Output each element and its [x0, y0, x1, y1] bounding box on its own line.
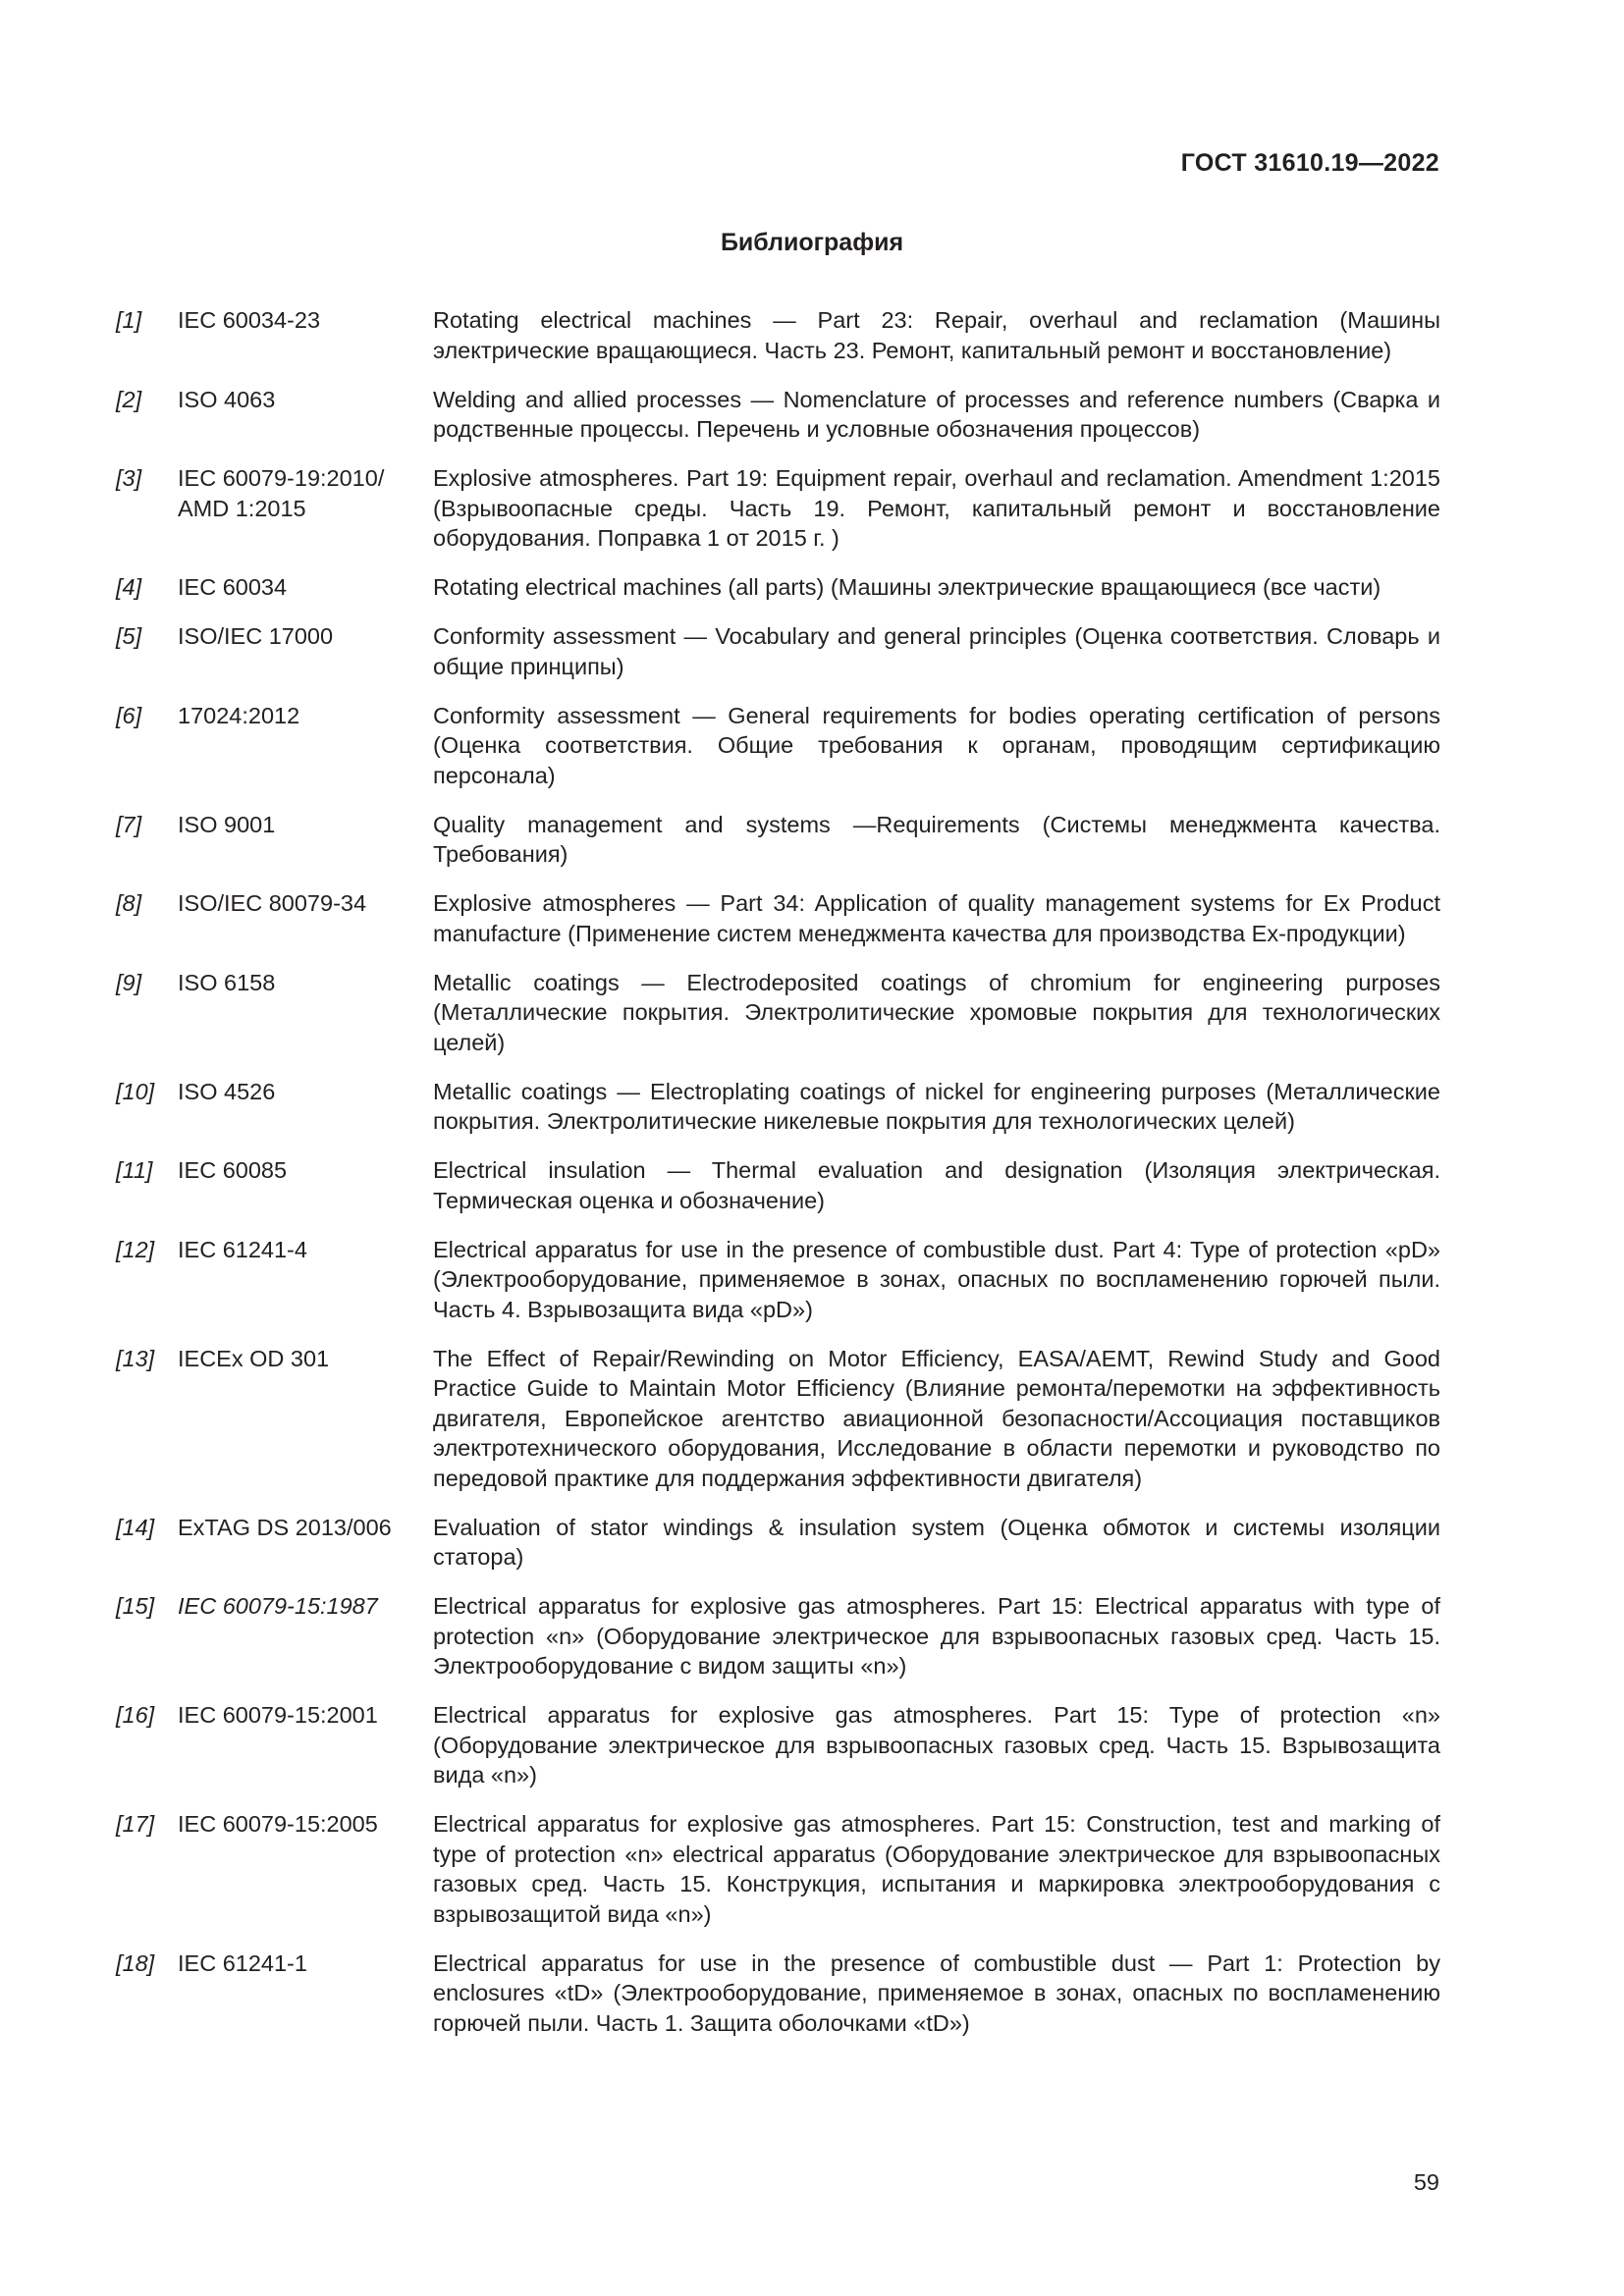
entry-description: Conformity assessment — General requirements for bodies operating certification of persons (Оценка соответствия. Общие требования к органам, проводящим сертификацию персонала) — [433, 702, 1440, 788]
entry-description: Electrical apparatus for use in the presence of combustible dust. Part 4: Type of protection «pD» (Электрооборудование, применяемое в зонах, опасных по воспламенению горючей пыли. Часть 4. Взрывозащита вида «pD») — [433, 1236, 1440, 1322]
entry-number: [7] — [116, 811, 142, 837]
bibliography-entry — [116, 1591, 1440, 1682]
bibliography-entry — [116, 888, 1440, 948]
bibliography-entry — [116, 621, 1440, 681]
entry-standard-code: IEC 60079-15:1987 — [178, 1593, 378, 1619]
entry-number: [5] — [116, 623, 142, 649]
bibliography-list — [116, 305, 1440, 2057]
entry-number: [14] — [116, 1514, 155, 1540]
entry-description: Rotating electrical machines — Part 23: Repair, overhaul and reclamation (Машины электрические вращающиеся. Часть 23. Ремонт, капитальный ремонт и восстановление) — [433, 307, 1440, 363]
entry-description: Explosive atmospheres. Part 19: Equipment repair, overhaul and reclamation. Amendment 1:2015 (Взрывоопасные среды. Часть 19. Ремонт, капитальный ремонт и восстановление оборудования. Поправка 1 от 2015 г. ) — [433, 465, 1440, 551]
bibliography-entry — [116, 701, 1440, 791]
entry-number: [13] — [116, 1345, 155, 1371]
document-code: ГОСТ 31610.19—2022 — [1180, 149, 1439, 177]
entry-description: The Effect of Repair/Rewinding on Motor Efficiency, EASA/AEMT, Rewind Study and Good Practice Guide to Maintain Motor Efficiency (Влияние ремонта/перемотки на эффективность двигателя, Европейское агентство авиационной безопасности/Ассоциация поставщиков электротехнического оборудования, Исследование в области перемотки и руководство по передовой практике для поддержания эффективности двигателя) — [433, 1345, 1440, 1491]
entry-standard-code: ISO 9001 — [178, 811, 276, 837]
entry-number: [4] — [116, 574, 142, 600]
entry-standard-code: IEC 60034 — [178, 574, 288, 600]
entry-standard-code: ISO/IEC 17000 — [178, 623, 334, 649]
bibliography-entry — [116, 1344, 1440, 1494]
entry-description: Metallic coatings — Electroplating coatings of nickel for engineering purposes (Металлические покрытия. Электролитические никелевые покрытия для технологических целей) — [433, 1078, 1440, 1134]
entry-standard-code: IEC 60079-15:2005 — [178, 1811, 378, 1837]
entry-standard-code: ISO 6158 — [178, 969, 276, 995]
entry-standard-code: ISO/IEC 80079-34 — [178, 890, 367, 916]
bibliography-entry — [116, 385, 1440, 445]
entry-standard-code: ISO 4063 — [178, 386, 276, 412]
entry-description: Explosive atmospheres — Part 34: Application of quality management systems for Ex Product manufacture (Применение систем менеджмента качества для производства Ex-продукции) — [433, 890, 1440, 946]
entry-standard-code: ExTAG DS 2013/006 — [178, 1514, 392, 1540]
bibliography-entry — [116, 1700, 1440, 1790]
entry-description: Welding and allied processes — Nomenclature of processes and reference numbers (Сварка и родственные процессы. Перечень и условные обозначения процессов) — [433, 386, 1440, 442]
bibliography-entry — [116, 1077, 1440, 1137]
entry-number: [6] — [116, 702, 142, 728]
entry-number: [11] — [116, 1157, 153, 1183]
entry-standard-code: IEC 60034-23 — [178, 307, 321, 333]
entry-description: Electrical apparatus for explosive gas atmospheres. Part 15: Type of protection «n» (Оборудование электрическое для взрывоопасных газовых сред. Часть 15. Взрывозащита вида «n») — [433, 1702, 1440, 1788]
entry-description: Conformity assessment — Vocabulary and general principles (Оценка соответствия. Словарь и общие принципы) — [433, 623, 1440, 679]
entry-standard-code: IEC 60085 — [178, 1157, 288, 1183]
bibliography-entry — [116, 810, 1440, 870]
entry-description: Electrical apparatus for use in the presence of combustible dust — Part 1: Protection by enclosures «tD» (Электрооборудование, применяемое в зонах, опасных по воспламенению горючей пыли. Часть 1. Защита оболочками «tD») — [433, 1949, 1440, 2036]
entry-number: [18] — [116, 1949, 155, 1976]
entry-description: Quality management and systems —Requirements (Системы менеджмента качества. Требования) — [433, 811, 1440, 867]
bibliography-entry — [116, 1155, 1440, 1215]
bibliography-entry — [116, 1949, 1440, 2039]
entry-description: Metallic coatings — Electrodeposited coatings of chromium for engineering purposes (Металлические покрытия. Электролитические хромовые покрытия для технологических целей) — [433, 969, 1440, 1055]
entry-standard-code: IECEx OD 301 — [178, 1345, 330, 1371]
page-title: Библиография — [720, 229, 904, 256]
entry-number: [15] — [116, 1593, 155, 1619]
entry-standard-code: IEC 61241-4 — [178, 1236, 307, 1262]
entry-number: [2] — [116, 386, 142, 412]
entry-number: [1] — [116, 307, 142, 333]
bibliography-entry — [116, 968, 1440, 1058]
page-number: 59 — [1413, 2169, 1439, 2195]
entry-standard-code: 17024:2012 — [178, 702, 300, 728]
bibliography-entry — [116, 305, 1440, 365]
entry-description: Electrical apparatus for explosive gas atmospheres. Part 15: Construction, test and marking of type of protection «n» electrical apparatus (Оборудование электрическое для взрывоопасных газовых сред. Часть 15. Конструкция, испытания и маркировка электрооборудования с взрывозащитой вида «n») — [433, 1811, 1440, 1927]
bibliography-entry — [116, 1513, 1440, 1573]
entry-description: Evaluation of stator windings & insulation system (Оценка обмоток и системы изоляции статора) — [433, 1514, 1440, 1570]
bibliography-entry — [116, 463, 1440, 554]
entry-number: [3] — [116, 465, 142, 491]
entry-standard-code: IEC 60079-19:2010/ AMD 1:2015 — [178, 465, 385, 521]
entry-number: [12] — [116, 1236, 155, 1262]
entry-number: [8] — [116, 890, 142, 916]
bibliography-entry — [116, 1809, 1440, 1929]
entry-number: [16] — [116, 1702, 155, 1728]
entry-standard-code: ISO 4526 — [178, 1078, 276, 1104]
entry-description: Electrical apparatus for explosive gas atmospheres. Part 15: Electrical apparatus with type of protection «n» (Оборудование электрическое для взрывоопасных газовых сред. Часть 15. Электрооборудование с видом защиты «n») — [433, 1593, 1440, 1679]
entry-standard-code: IEC 60079-15:2001 — [178, 1702, 378, 1728]
entry-description: Electrical insulation — Thermal evaluation and designation (Изоляция электрическая. Термическая оценка и обозначение) — [433, 1157, 1440, 1213]
entry-description: Rotating electrical machines (all parts) (Машины электрические вращающиеся (все части) — [433, 574, 1381, 600]
bibliography-entry — [116, 572, 1440, 603]
bibliography-entry — [116, 1235, 1440, 1325]
entry-number: [17] — [116, 1811, 155, 1837]
entry-standard-code: IEC 61241-1 — [178, 1949, 307, 1976]
entry-number: [10] — [116, 1078, 155, 1104]
entry-number: [9] — [116, 969, 142, 995]
